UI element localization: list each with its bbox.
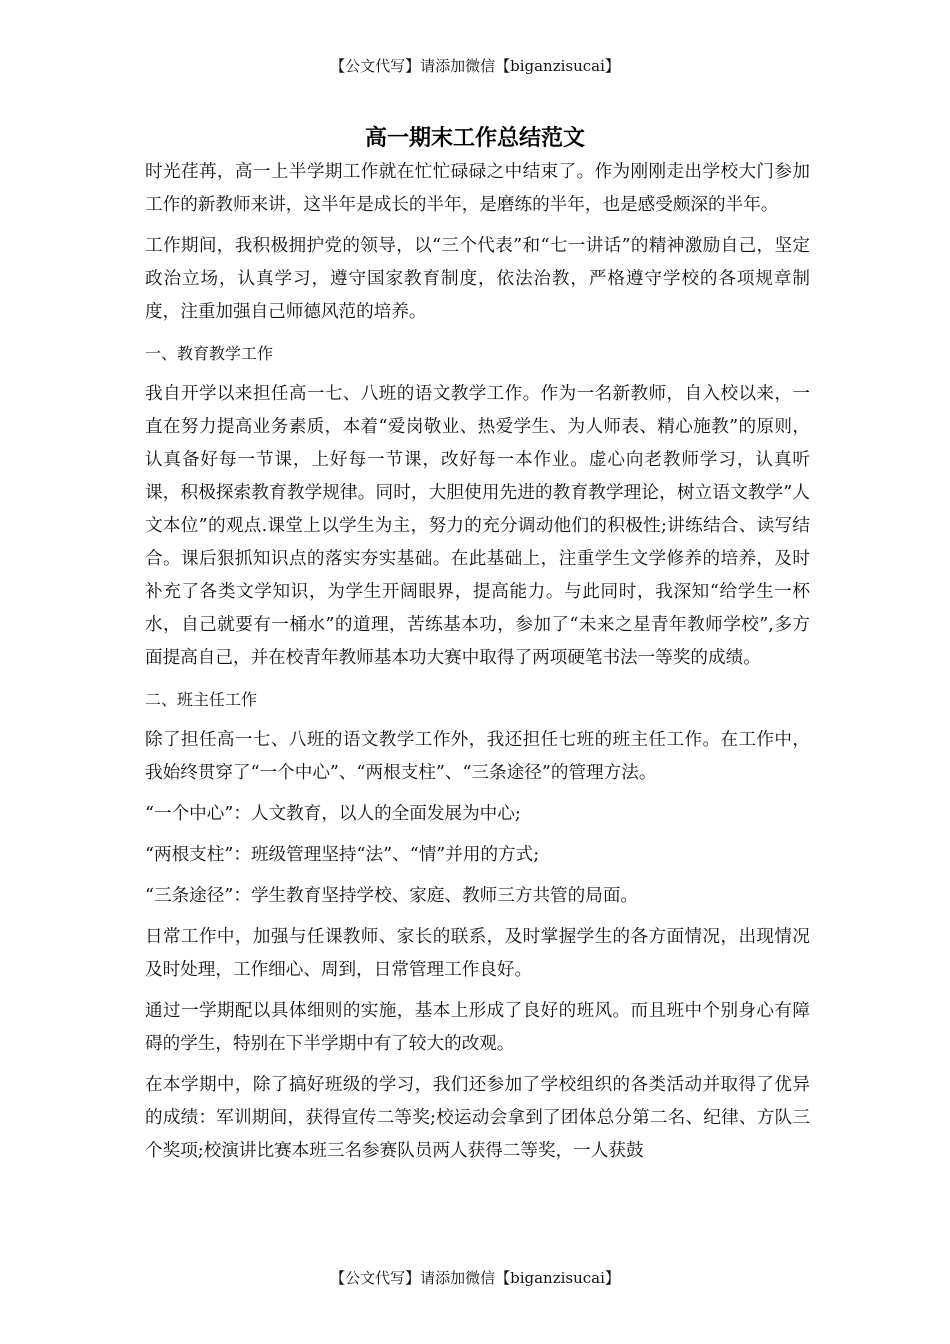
- document-body: [145, 156, 810, 1176]
- paragraph-teaching-work: 我自开学以来担任高一七、八班的语文教学工作。作为一名新教师，自入校以来，一直在努力提高业务素质，本着“爱岗敬业、热爱学生、为人师表、精心施教”的原则，认真备好每一节课，上好每一节课，改好每一本作业。虚心向老教师学习，认真听课，积极探索教育教学规律。同时，大胆使用先进的教育教学理论，树立语文教学”人文本位”的观点.课堂上以学生为主，努力的充分调动他们的积极性;讲练结合、读写结合。课后狠抓知识点的落实夯实基础。在此基础上，注重学生文学修养的培养，及时补充了各类文学知识，为学生开阔眼界，提高能力。与此同时，我深知“给学生一杯水，自己就要有一桶水”的道理，苦练基本功，参加了“未来之星青年教师学校”,多方面提高自己，并在校青年教师基本功大赛中取得了两项硬笔书法一等奖的成绩。: [145, 384, 810, 668]
- section-heading-class-teacher: 二、班主任工作: [145, 690, 258, 709]
- footer-contact-note: 【公文代写】请添加微信【biganzisucai】: [330, 1269, 620, 1287]
- paragraph-class-teacher-intro: 除了担任高一七、八班的语文教学工作外，我还担任七班的班主任工作。在工作中，我始终贯穿了“一个中心”、“两根支柱”、“三条途径”的管理方法。: [145, 730, 810, 783]
- paragraph-intro: 时光荏苒，高一上半学期工作就在忙忙碌碌之中结束了。作为刚刚走出学校大门参加工作的新教师来讲，这半年是成长的半年，是磨练的半年，也是感受颇深的半年。: [145, 162, 810, 215]
- paragraph-political-stance: 工作期间，我积极拥护党的领导，以“三个代表”和“七一讲话”的精神激励自己，坚定政治立场，认真学习，遵守国家教育制度，依法治教，严格遵守学校的各项规章制度，注重加强自己师德风范的培养。: [145, 236, 810, 322]
- paragraph-daily-work: 日常工作中，加强与任课教师、家长的联系，及时掌握学生的各方面情况，出现情况及时处理，工作细心、周到，日常管理工作良好。: [145, 927, 810, 980]
- document-title: 高一期末工作总结范文: [364, 126, 585, 151]
- paragraph-class-spirit: 通过一学期配以具体细则的实施，基本上形成了良好的班风。而且班中个别身心有障碍的学生，特别在下半学期中有了较大的改观。: [145, 1001, 810, 1054]
- header-contact-note: 【公文代写】请添加微信【biganzisucai】: [330, 57, 620, 75]
- paragraph-one-center: “一个中心”：人文教育，以人的全面发展为中心;: [145, 804, 521, 824]
- paragraph-two-pillars: “两根支柱”：班级管理坚持“法”、“情”并用的方式;: [145, 845, 540, 865]
- paragraph-activities: 在本学期中，除了搞好班级的学习，我们还参加了学校组织的各类活动并取得了优异的成绩：军训期间，获得宣传二等奖;校运动会拿到了团体总分第二名、纪律、方队三个奖项;校演讲比赛本班三名参赛队员两人获得二等奖，一人获鼓: [145, 1075, 810, 1161]
- section-heading-teaching: 一、教育教学工作: [145, 344, 274, 363]
- paragraph-three-paths: “三条途径”：学生教育坚持学校、家庭、教师三方共管的局面。: [145, 886, 639, 906]
